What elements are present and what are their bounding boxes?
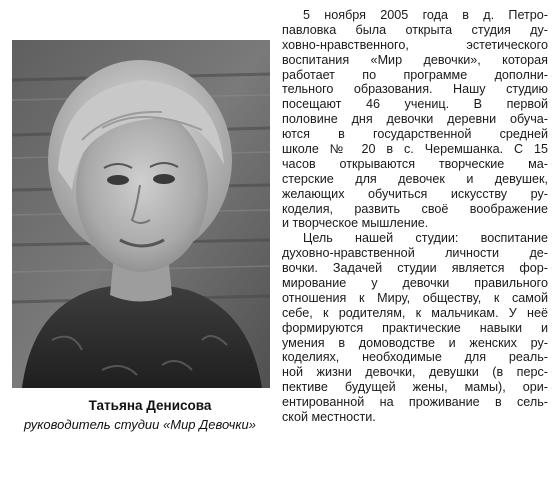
article-line: пективе будущей жены, мамы), ори- bbox=[282, 380, 548, 395]
article-line: школе № 20 в с. Черемшанка. С 15 bbox=[282, 142, 548, 157]
article-line: отношения к Миру, обществу, к самой bbox=[282, 290, 548, 305]
article-line: ховно-нравственного, эстетического bbox=[282, 37, 548, 52]
article-line: себе, к родителям, к мальчикам. У неё bbox=[282, 305, 548, 320]
article-line: желающих обучиться искусству ру- bbox=[282, 186, 548, 201]
article-line: часов открываются творческие ма- bbox=[282, 156, 548, 171]
caption-name: Татьяна Денисова bbox=[88, 398, 212, 413]
portrait-photo bbox=[12, 40, 270, 388]
article-line: ной жизни девочки, девушки (в перс- bbox=[282, 365, 548, 380]
article-line: стерские для девочек и девушек, bbox=[282, 171, 548, 186]
article-line: и творческое мышление. bbox=[282, 216, 429, 231]
article-line: Цель нашей студии: воспитание bbox=[303, 231, 548, 246]
article-line: духовно-нравственной личности де- bbox=[282, 246, 548, 261]
article-line: формируются практические навыки и bbox=[282, 320, 548, 335]
article-line: вочки. Задачей студии является фор- bbox=[282, 261, 548, 276]
caption-role: руководитель студии «Мир Девочки» bbox=[23, 417, 256, 432]
article-line: ентированной на проживание в сель- bbox=[282, 395, 548, 410]
article-line: коделия, развить своё воображение bbox=[282, 201, 548, 216]
article-line: ются в государственной средней bbox=[282, 127, 548, 142]
article-line: 5 ноября 2005 года в д. Петро- bbox=[303, 8, 548, 22]
article-line: тельного образования. Нашу студию bbox=[282, 82, 548, 97]
article-line: посещают 46 учениц. В первой bbox=[282, 97, 548, 112]
article-line: павловка была открыта студия ду- bbox=[282, 22, 548, 37]
article-line: коделиях, необходимые для реаль- bbox=[282, 350, 548, 365]
article-text bbox=[282, 8, 548, 480]
article-line: воспитания «Мир девочки», которая bbox=[282, 52, 548, 67]
article-line: ской местности. bbox=[282, 410, 376, 425]
article-line: работает по программе дополни- bbox=[282, 67, 548, 82]
article-line: мирование у девочки правильного bbox=[282, 276, 548, 291]
article-line: половине дня девочки деревни обуча- bbox=[282, 112, 548, 127]
article-line: умения в домоводстве и женских ру- bbox=[282, 335, 548, 350]
portrait-photo-icon bbox=[12, 40, 270, 388]
